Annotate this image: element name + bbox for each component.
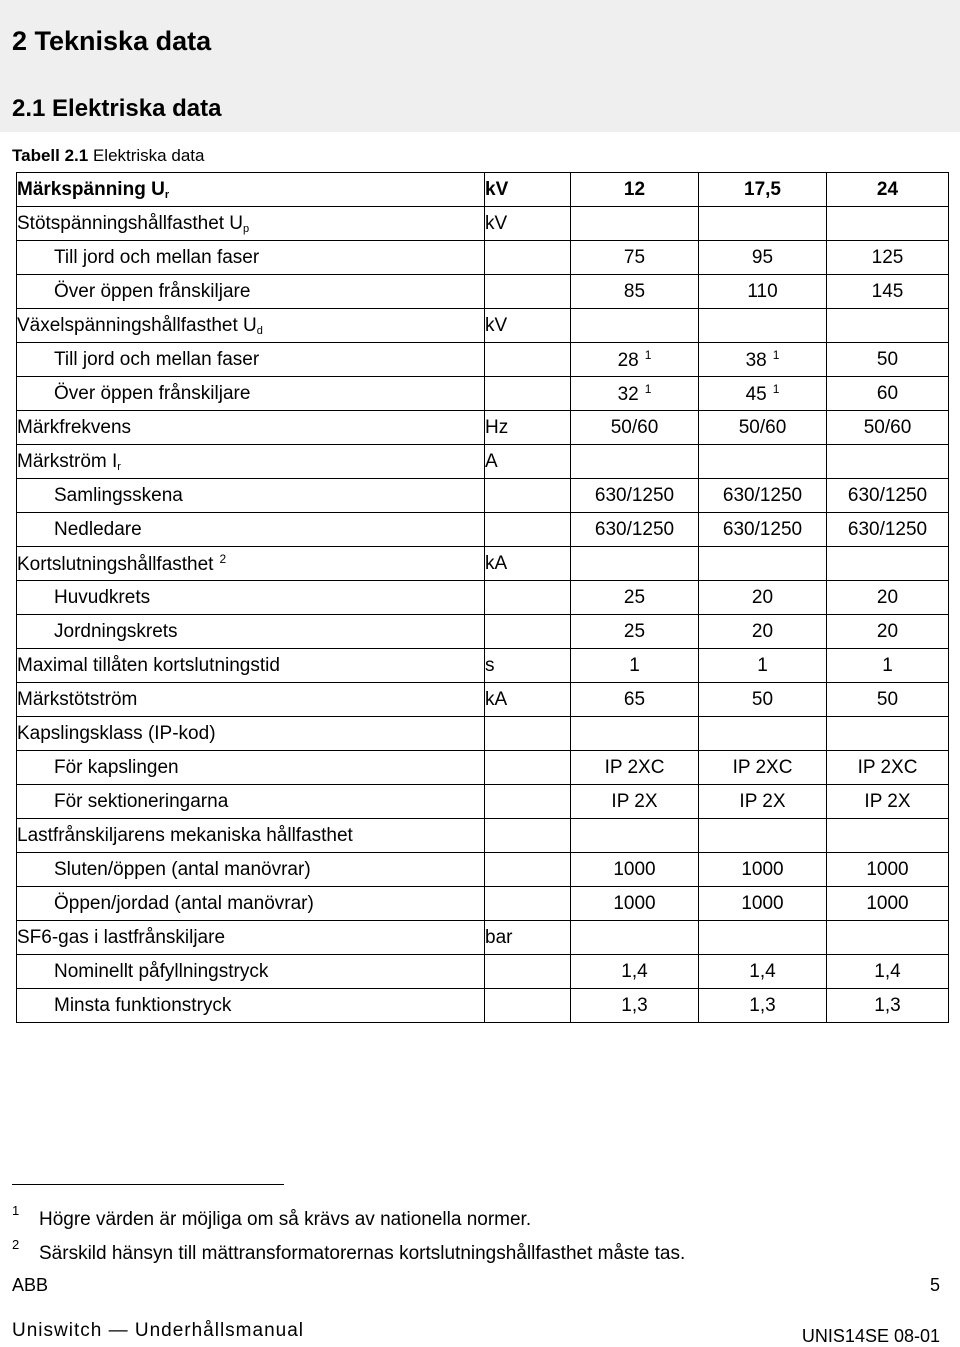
value-text: 630/1250: [847, 484, 928, 506]
value-text: 125: [871, 246, 904, 268]
row-label-cell: [17, 377, 485, 411]
row-value-3: [827, 207, 949, 241]
row-value-3: [827, 343, 949, 377]
row-unit: [485, 513, 571, 547]
value-text: 50: [876, 348, 899, 370]
value-text: IP 2X: [611, 790, 658, 812]
row-unit: [485, 989, 571, 1023]
row-label-subscript: d: [256, 324, 263, 337]
row-label: SF6-gas i lastfrånskiljare: [17, 926, 226, 948]
table-row: [17, 343, 949, 377]
row-unit: [485, 785, 571, 819]
value-footnote-ref: 1: [772, 347, 780, 362]
row-value-1: [571, 615, 699, 649]
table-caption-text: Elektriska data: [92, 146, 205, 165]
row-label-cell: [17, 275, 485, 309]
header-voltage-2: 17,5: [699, 173, 827, 207]
row-value-1: [571, 377, 699, 411]
row-unit: [485, 751, 571, 785]
row-value-2: [699, 445, 827, 479]
row-value-3: [827, 649, 949, 683]
value-text: 1,3: [749, 994, 776, 1016]
value-text: 1,4: [621, 960, 648, 982]
row-value-2: [699, 377, 827, 411]
footnote-1-mark: 1: [12, 1203, 20, 1218]
row-label-cell: [17, 615, 485, 649]
row-label: Märkstötström: [17, 688, 138, 710]
row-unit: [485, 955, 571, 989]
row-label-cell: [17, 411, 485, 445]
table-row: [17, 207, 949, 241]
row-value-2: [699, 479, 827, 513]
row-value-3: [827, 887, 949, 921]
row-label-cell: [17, 445, 485, 479]
row-value-2: [699, 411, 827, 445]
row-label-subscript: r: [117, 460, 121, 473]
row-label-cell: [17, 649, 485, 683]
row-label: Över öppen frånskiljare: [54, 280, 251, 302]
document-title: Uniswitch — Underhållsmanual: [12, 1320, 304, 1341]
row-value-2: [699, 309, 827, 343]
row-value-2: [699, 343, 827, 377]
row-label: Till jord och mellan faser: [54, 246, 260, 268]
row-label-cell: [17, 309, 485, 343]
value-text: 630/1250: [594, 484, 675, 506]
value-text: 95: [751, 246, 774, 268]
row-value-2: [699, 887, 827, 921]
value-text: 1,3: [874, 994, 901, 1016]
row-value-3: [827, 921, 949, 955]
value-text: 20: [751, 620, 774, 642]
value-text: 1,4: [874, 960, 901, 982]
row-value-3: [827, 955, 949, 989]
row-value-1: [571, 853, 699, 887]
value-text: 1000: [613, 858, 656, 880]
page-number: 5: [929, 1275, 940, 1295]
row-unit: [485, 581, 571, 615]
value-text: 1: [629, 654, 640, 676]
row-label-cell: [17, 343, 485, 377]
row-label: Över öppen frånskiljare: [54, 382, 251, 404]
value-text: 20: [876, 620, 899, 642]
value-text: 145: [871, 280, 904, 302]
row-value-1: [571, 411, 699, 445]
value-text: 1,3: [621, 994, 648, 1016]
value-text: 65: [623, 688, 646, 710]
table-caption: [12, 146, 204, 166]
table-row: [17, 411, 949, 445]
row-value-1: [571, 309, 699, 343]
row-value-2: [699, 853, 827, 887]
row-label: Samlingsskena: [54, 484, 183, 506]
value-text: 25: [623, 620, 646, 642]
row-value-1: [571, 649, 699, 683]
row-value-2: [699, 751, 827, 785]
row-label-cell: [17, 683, 485, 717]
value-text: 20: [751, 586, 774, 608]
value-text: 630/1250: [847, 518, 928, 540]
row-label: Maximal tillåten kortslutningstid: [17, 654, 280, 676]
row-unit: bar: [485, 921, 571, 955]
table-row: [17, 547, 949, 581]
table-row: [17, 309, 949, 343]
row-unit: [485, 887, 571, 921]
row-label: Öppen/jordad (antal manövrar): [54, 892, 314, 914]
value-text: 50/60: [738, 416, 787, 438]
table-row: [17, 445, 949, 479]
row-value-1: [571, 445, 699, 479]
row-value-2: [699, 241, 827, 275]
value-text: 110: [747, 280, 778, 302]
table-row: [17, 479, 949, 513]
row-value-1: [571, 751, 699, 785]
row-value-2: [699, 513, 827, 547]
table-row: [17, 989, 949, 1023]
row-value-2: [699, 989, 827, 1023]
header-voltage-1: 12: [571, 173, 699, 207]
value-text: 1: [757, 654, 768, 676]
row-value-3: [827, 241, 949, 275]
table-row: [17, 921, 949, 955]
row-label-subscript: p: [243, 222, 250, 235]
footnote-rule: [12, 1184, 284, 1185]
row-unit: [485, 343, 571, 377]
row-value-2: [699, 819, 827, 853]
row-unit: [485, 853, 571, 887]
value-text: 1000: [866, 892, 909, 914]
row-value-3: [827, 411, 949, 445]
row-value-1: [571, 275, 699, 309]
value-text: 50/60: [610, 416, 659, 438]
row-value-1: [571, 547, 699, 581]
row-value-1: [571, 955, 699, 989]
value-footnote-ref: 1: [772, 381, 780, 396]
row-value-2: [699, 785, 827, 819]
row-value-1: [571, 343, 699, 377]
row-value-3: [827, 785, 949, 819]
value-text: 20: [876, 586, 899, 608]
row-value-2: [699, 649, 827, 683]
row-label: För sektioneringarna: [54, 790, 229, 812]
row-value-3: [827, 683, 949, 717]
value-text: 1000: [613, 892, 656, 914]
row-value-1: [571, 989, 699, 1023]
header-label-cell: [17, 173, 485, 207]
value-text: IP 2XC: [604, 756, 665, 778]
row-label: Lastfrånskiljarens mekaniska hållfasthet: [17, 824, 353, 846]
row-label: Minsta funktionstryck: [54, 994, 232, 1016]
row-value-1: [571, 513, 699, 547]
row-label: Stötspänningshållfasthet U: [17, 212, 244, 234]
row-value-2: [699, 955, 827, 989]
row-label-cell: [17, 955, 485, 989]
row-label: Sluten/öppen (antal manövrar): [54, 858, 311, 880]
row-value-3: [827, 275, 949, 309]
value-text: 1: [882, 654, 893, 676]
row-value-3: [827, 717, 949, 751]
chapter-heading: 2 Tekniska data: [12, 26, 212, 56]
value-text: 45: [745, 383, 767, 405]
row-label: Märkfrekvens: [17, 416, 132, 438]
row-value-3: [827, 547, 949, 581]
table-row: [17, 615, 949, 649]
row-value-3: [827, 445, 949, 479]
table-row: [17, 717, 949, 751]
row-unit: kV: [485, 309, 571, 343]
footnote-2-text: Särskild hänsyn till mättransformatorernas kortslutningshållfasthet måste tas.: [39, 1243, 686, 1264]
row-unit: Hz: [485, 411, 571, 445]
row-value-1: [571, 581, 699, 615]
table-row: [17, 581, 949, 615]
table-row: [17, 241, 949, 275]
value-text: 630/1250: [722, 484, 803, 506]
value-text: 1000: [866, 858, 909, 880]
row-label: Märkström I: [17, 450, 118, 472]
value-text: 32: [617, 383, 639, 405]
table-header-row: [17, 173, 949, 207]
row-unit: [485, 615, 571, 649]
table-row: [17, 649, 949, 683]
row-value-3: [827, 309, 949, 343]
row-value-1: [571, 785, 699, 819]
row-value-3: [827, 513, 949, 547]
row-value-1: [571, 207, 699, 241]
row-label-cell: [17, 819, 485, 853]
row-label: Huvudkrets: [54, 586, 151, 608]
row-label: Växelspänningshållfasthet U: [17, 314, 257, 336]
table-row: [17, 853, 949, 887]
value-footnote-ref: 1: [644, 381, 652, 396]
row-value-3: [827, 853, 949, 887]
row-unit: kA: [485, 547, 571, 581]
row-label-cell: [17, 241, 485, 275]
row-label-cell: [17, 207, 485, 241]
table-caption-label: Tabell 2.1: [12, 146, 89, 165]
row-label: Kortslutningshållfasthet: [17, 553, 214, 575]
row-value-2: [699, 615, 827, 649]
row-unit: [485, 717, 571, 751]
row-unit: kV: [485, 207, 571, 241]
row-unit: [485, 241, 571, 275]
row-label-cell: [17, 717, 485, 751]
value-text: 28: [617, 349, 639, 371]
row-label: För kapslingen: [54, 756, 179, 778]
value-text: 1000: [741, 892, 784, 914]
table-row: [17, 683, 949, 717]
row-label: Till jord och mellan faser: [54, 348, 260, 370]
row-value-3: [827, 479, 949, 513]
row-label-cell: [17, 547, 485, 581]
footnote-2-mark: 2: [12, 1237, 20, 1252]
table-row: [17, 377, 949, 411]
value-text: IP 2X: [864, 790, 911, 812]
row-value-3: [827, 751, 949, 785]
row-unit: [485, 479, 571, 513]
value-text: 38: [745, 349, 767, 371]
value-text: 50: [751, 688, 774, 710]
value-text: IP 2X: [739, 790, 786, 812]
row-value-1: [571, 887, 699, 921]
value-text: 630/1250: [722, 518, 803, 540]
row-label: Jordningskrets: [54, 620, 178, 642]
row-value-3: [827, 581, 949, 615]
table-row: [17, 955, 949, 989]
row-value-1: [571, 921, 699, 955]
footnote-1-text: Högre värden är möjliga om så krävs av nationella normer.: [39, 1209, 532, 1230]
value-text: 50/60: [863, 416, 912, 438]
row-label-cell: [17, 921, 485, 955]
table-row: [17, 275, 949, 309]
value-text: 1,4: [749, 960, 776, 982]
row-value-1: [571, 717, 699, 751]
value-text: 85: [623, 280, 646, 302]
row-label-cell: [17, 853, 485, 887]
row-value-1: [571, 819, 699, 853]
header-label-subscript: r: [164, 188, 170, 201]
row-unit: A: [485, 445, 571, 479]
value-text: IP 2XC: [732, 756, 793, 778]
table-row: [17, 751, 949, 785]
row-label: Nominellt påfyllningstryck: [54, 960, 269, 982]
table-row: [17, 887, 949, 921]
row-label-cell: [17, 785, 485, 819]
row-unit: [485, 275, 571, 309]
value-text: 75: [623, 246, 646, 268]
table-row: [17, 513, 949, 547]
row-label-cell: [17, 751, 485, 785]
row-unit: kA: [485, 683, 571, 717]
footer-brand: ABB: [12, 1275, 49, 1295]
row-value-2: [699, 547, 827, 581]
row-unit: [485, 819, 571, 853]
table-row: [17, 785, 949, 819]
value-text: IP 2XC: [857, 756, 918, 778]
row-label: Kapslingsklass (IP-kod): [17, 722, 216, 744]
document-code: UNIS14SE 08-01: [801, 1326, 940, 1346]
section-heading: 2.1 Elektriska data: [12, 95, 222, 122]
row-value-1: [571, 241, 699, 275]
value-text: 1000: [741, 858, 784, 880]
row-label-cell: [17, 887, 485, 921]
row-value-2: [699, 275, 827, 309]
row-label-cell: [17, 513, 485, 547]
table-row: [17, 819, 949, 853]
row-value-3: [827, 989, 949, 1023]
header-label: Märkspänning U: [17, 178, 165, 200]
row-label-cell: [17, 581, 485, 615]
row-unit: s: [485, 649, 571, 683]
row-label-cell: [17, 479, 485, 513]
row-value-2: [699, 207, 827, 241]
row-value-2: [699, 921, 827, 955]
header-voltage-3: 24: [827, 173, 949, 207]
row-label-footnote-ref: 2: [219, 551, 227, 566]
row-value-3: [827, 615, 949, 649]
row-value-2: [699, 717, 827, 751]
electrical-data-table: [16, 172, 949, 1023]
row-unit: [485, 377, 571, 411]
row-label: Nedledare: [54, 518, 142, 540]
header-unit: kV: [485, 173, 571, 207]
row-label-cell: [17, 989, 485, 1023]
value-text: 60: [876, 382, 899, 404]
value-text: 25: [623, 586, 646, 608]
value-text: 630/1250: [594, 518, 675, 540]
value-text: 50: [876, 688, 899, 710]
row-value-1: [571, 479, 699, 513]
row-value-1: [571, 683, 699, 717]
row-value-3: [827, 819, 949, 853]
row-value-2: [699, 683, 827, 717]
row-value-2: [699, 581, 827, 615]
row-value-3: [827, 377, 949, 411]
value-footnote-ref: 1: [644, 347, 652, 362]
